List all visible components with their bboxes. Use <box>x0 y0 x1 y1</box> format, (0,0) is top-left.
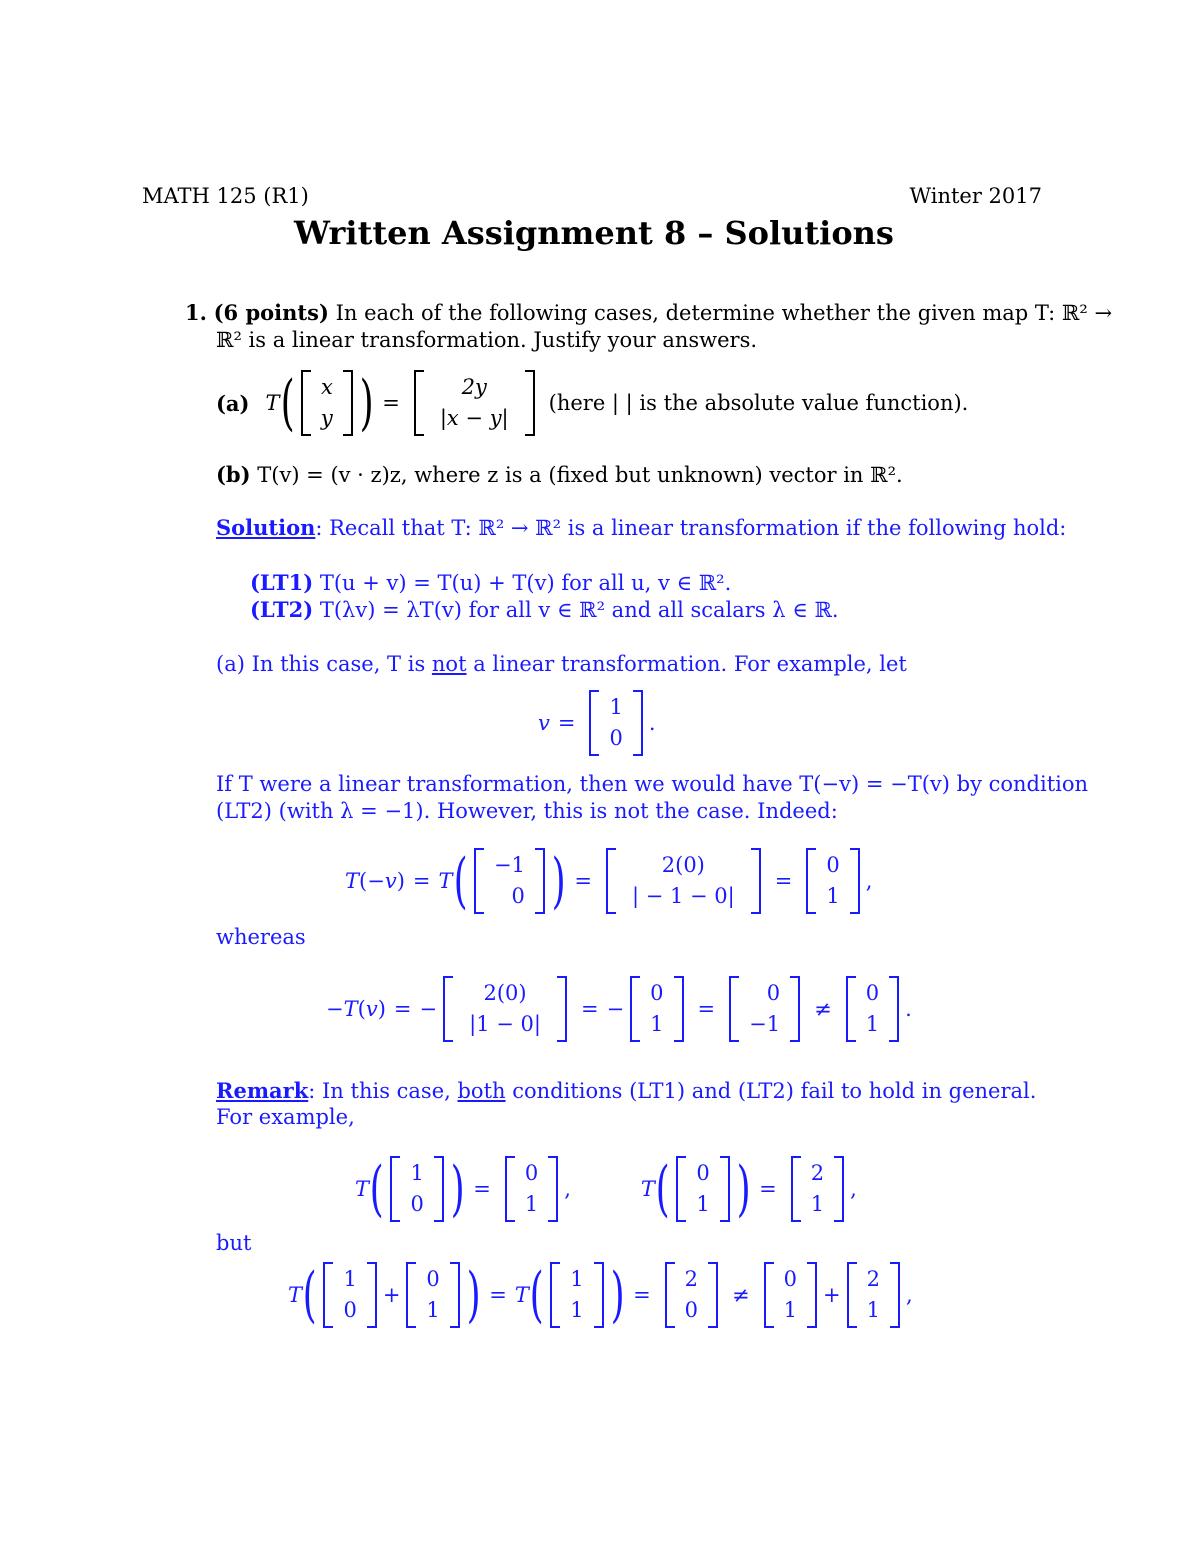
problem-statement-line2: ℝ² is a linear transformation. Justify your answers. <box>216 328 758 352</box>
term-label: Winter 2017 <box>909 184 1042 208</box>
basis-images-equation: T ( 1 0 ) = 0 1 , T ( 0 1 ) = 2 1 , <box>355 1154 857 1224</box>
remark-both: both <box>457 1079 506 1103</box>
remark-line1 <box>216 1078 1036 1103</box>
if-line1: If T were a linear transformation, then we would have T(−v) = −T(v) by condition <box>216 772 1089 796</box>
part-a-formula: (a) T ( x y ) = 2y |x − y| (here | | is the absolute value function). <box>216 368 969 438</box>
but-text: but <box>216 1231 252 1255</box>
remark-post: conditions (LT1) and (LT2) fail to hold in general. <box>505 1079 1037 1103</box>
problem-number: 1. <box>185 300 207 325</box>
solution-a-pre: (a) In this case, T is <box>216 652 432 676</box>
solution-a-not: not <box>431 652 467 676</box>
minus-t-of-v-equation: − T ( v ) = − 2(0) |1 − 0| = − 0 1 = 0 −1 ≠ 0 1 . <box>326 976 912 1042</box>
lt2-line <box>250 597 839 622</box>
solution-a-post: a linear transformation. For example, let <box>466 652 907 676</box>
remark-line2: For example, <box>216 1105 355 1129</box>
lt1-line <box>250 570 731 595</box>
solution-a-line1 <box>216 652 907 676</box>
course-code: MATH 125 (R1) <box>142 184 309 208</box>
output-vector-a: 2y |x − y| <box>414 370 535 436</box>
lt1-label: (LT1) <box>250 570 314 595</box>
problem-statement-line1 <box>185 300 1112 325</box>
additivity-counterexample: T ( 1 0 + 0 1 ) = T ( 1 1 ) = 2 0 ≠ 0 1 + 2 1 , <box>288 1260 913 1330</box>
part-b-text: T(v) = (v · z)z, where z is a (fixed but unknown) vector in ℝ². <box>257 463 903 487</box>
if-line2: (LT2) (with λ = −1). However, this is not the case. Indeed: <box>216 799 838 823</box>
page-title: Written Assignment 8 – Solutions <box>294 214 894 252</box>
part-b-line <box>216 462 903 487</box>
part-b-label: (b) <box>216 462 251 487</box>
solution-intro <box>216 515 1066 540</box>
remark-pre: : In this case, <box>308 1079 458 1103</box>
input-vector-xy: x y <box>301 370 353 436</box>
lt1-text: T(u + v) = T(u) + T(v) for all u, v ∈ ℝ². <box>319 571 732 595</box>
part-a-note: (here | | is the absolute value function). <box>548 391 969 415</box>
whereas-text: whereas <box>216 925 306 949</box>
solution-intro-text: : Recall that T: ℝ² → ℝ² is a linear transformation if the following hold: <box>315 516 1067 540</box>
lt2-label: (LT2) <box>250 597 314 622</box>
problem-statement: In each of the following cases, determine whether the given map T: ℝ² → <box>335 301 1113 325</box>
part-a-label: (a) <box>216 390 250 416</box>
lt2-text: T(λv) = λT(v) for all v ∈ ℝ² and all scalars λ ∈ ℝ. <box>319 598 839 622</box>
solution-heading: Solution <box>216 515 316 540</box>
remark-heading: Remark <box>216 1078 309 1103</box>
example-vector-v: v = 1 0 . <box>538 690 656 756</box>
problem-points: (6 points) <box>213 300 329 325</box>
t-of-minus-v-equation: T (− v ) = T ( −1 0 ) = 2(0) | − 1 − 0| = 0 1 , <box>345 846 873 916</box>
